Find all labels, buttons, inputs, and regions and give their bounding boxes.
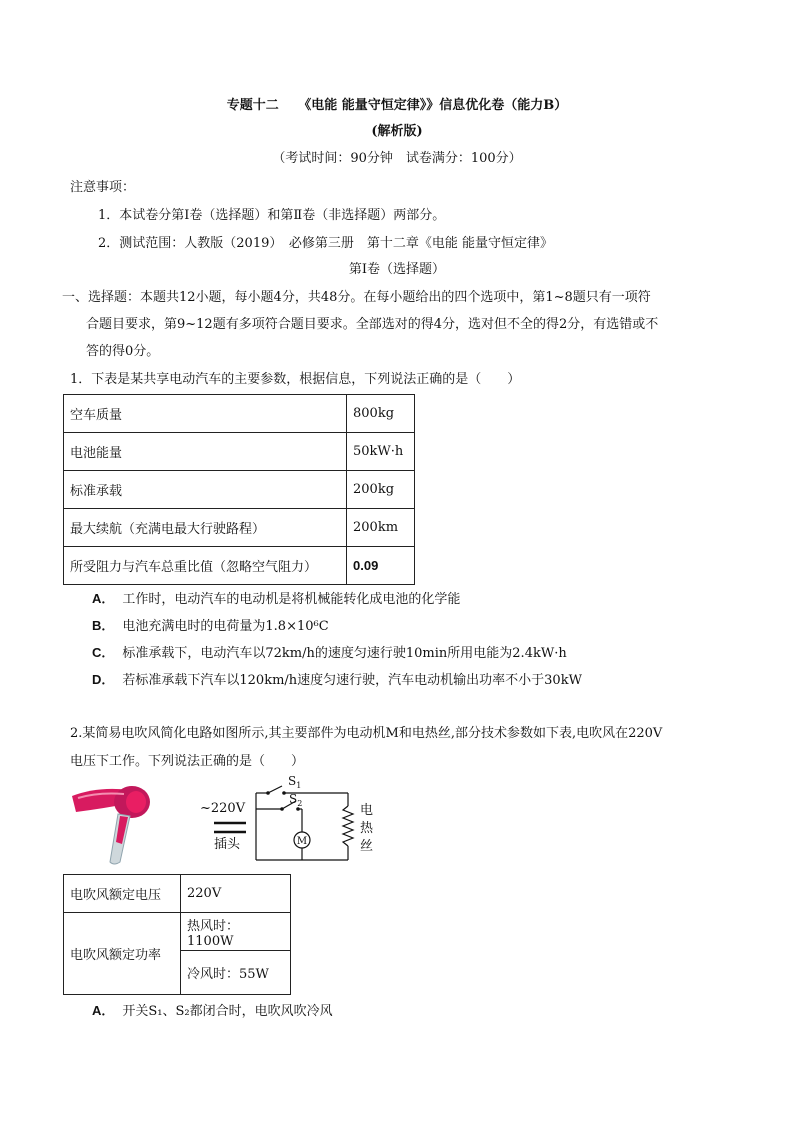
switch-contact (266, 791, 270, 795)
notes-heading: 注意事项： (70, 180, 136, 195)
dryer-back (126, 791, 146, 813)
option-letter: C． (92, 645, 115, 660)
option-text: 若标准承载下汽车以120km/h速度匀速行驶，汽车电动机输出功率不小于30kW (122, 673, 582, 688)
s2-label (289, 792, 302, 808)
table-cell-value: 220V (181, 875, 291, 913)
q1-option-b (92, 615, 329, 634)
switch-contact (280, 807, 284, 811)
option-text: 标准承载下，电动汽车以72km/h的速度匀速行驶10min所用电能为2.4kW·h (122, 646, 567, 661)
s2-letter: S (289, 792, 298, 806)
q2-option-a (92, 1000, 333, 1019)
switch-contact (282, 791, 286, 795)
section-title: 第Ⅰ卷（选择题） (348, 262, 446, 277)
heater-label-1: 电 (360, 803, 374, 818)
exam-info: （考试时间：90分钟 试卷满分：100分） (272, 151, 522, 166)
table-cell-value: 50kW·h (347, 433, 415, 471)
option-letter: B． (92, 618, 115, 633)
motor-label: M (296, 836, 308, 847)
table-row (64, 913, 291, 951)
q2-stem-line-2: 电压下工作。下列说法正确的是（ ） (70, 754, 305, 769)
table-cell-label: 电吹风额定功率 (64, 913, 181, 995)
circuit-diagram (196, 776, 386, 868)
s1-label (288, 776, 301, 790)
q1-option-d (92, 669, 582, 688)
q1-stem: 1．下表是某共享电动汽车的主要参数，根据信息，下列说法正确的是（ ） (70, 372, 521, 387)
table-row (64, 471, 415, 509)
table-cell-value: 热风时：1100W (181, 913, 291, 951)
table-cell-label: 空车质量 (64, 395, 347, 433)
table-cell-value: 200km (347, 509, 415, 547)
q1-option-c (92, 642, 567, 661)
section-instructions-3: 答的得0分。 (86, 344, 160, 359)
table-row (64, 875, 291, 913)
table-cell-value: 冷风时：55W (181, 951, 291, 995)
voltage-label: ~220V (200, 801, 246, 816)
option-text: 开关S₁、S₂都闭合时，电吹风吹冷风 (122, 1004, 333, 1019)
option-text: 电池充满电时的电荷量为1.8×10⁶C (122, 619, 329, 634)
section-instructions-1: 一、选择题：本题共12小题，每小题4分，共48分。在每小题给出的四个选项中，第1~8题只有一项符 (62, 290, 651, 305)
option-letter: A． (92, 591, 115, 606)
option-letter: A． (92, 1003, 115, 1018)
table-cell-label: 所受阻力与汽车总重比值（忽略空气阻力） (64, 547, 347, 585)
table-cell-label: 最大续航（充满电最大行驶路程） (64, 509, 347, 547)
s2-subscript: 2 (297, 799, 303, 808)
s1-subscript: 1 (296, 781, 302, 790)
table-row (64, 433, 415, 471)
paper-title: 专题十二 《电能 能量守恒定律》》信息优化卷（能力B） (226, 98, 568, 113)
plug-label: 插头 (214, 837, 241, 852)
notes-item-1: 1．本试卷分第Ⅰ卷（选择题）和第Ⅱ卷（非选择题）两部分。 (98, 208, 446, 223)
table-cell-label: 电池能量 (64, 433, 347, 471)
table-cell-label: 标准承载 (64, 471, 347, 509)
table-row (64, 509, 415, 547)
table-row (64, 547, 415, 585)
q2-spec-table (63, 874, 291, 995)
notes-item-2: 2．测试范围：人教版（2019） 必修第三册 第十二章《电能 能量守恒定律》 (98, 236, 553, 251)
q2-stem-line-1: 2.某简易电吹风简化电路如图所示,其主要部件为电动机M和电热丝,部分技术参数如下表,电吹风在220V (70, 726, 663, 741)
table-cell-value: 0.09 (347, 547, 415, 585)
s1-letter: S (288, 776, 297, 788)
table-cell-value: 800kg (347, 395, 415, 433)
option-letter: D． (92, 672, 115, 687)
q1-parameter-table (63, 394, 415, 585)
heater-resistor (343, 806, 353, 846)
switch-s1 (268, 786, 282, 793)
hair-dryer-image (68, 782, 158, 868)
table-cell-value: 200kg (347, 471, 415, 509)
option-text: 工作时，电动汽车的电动机是将机械能转化成电池的化学能 (122, 592, 461, 607)
table-row (64, 395, 415, 433)
heater-label-2: 热 (360, 821, 374, 836)
section-instructions-2: 合题目要求，第9~12题有多项符合题目要求。全部选对的得4分，选对但不全的得2分，有选错或不 (86, 317, 659, 332)
heater-label-3: 丝 (360, 839, 374, 854)
q1-option-a (92, 588, 460, 607)
paper-subtitle: (解析版) (371, 124, 423, 139)
table-cell-label: 电吹风额定电压 (64, 875, 181, 913)
